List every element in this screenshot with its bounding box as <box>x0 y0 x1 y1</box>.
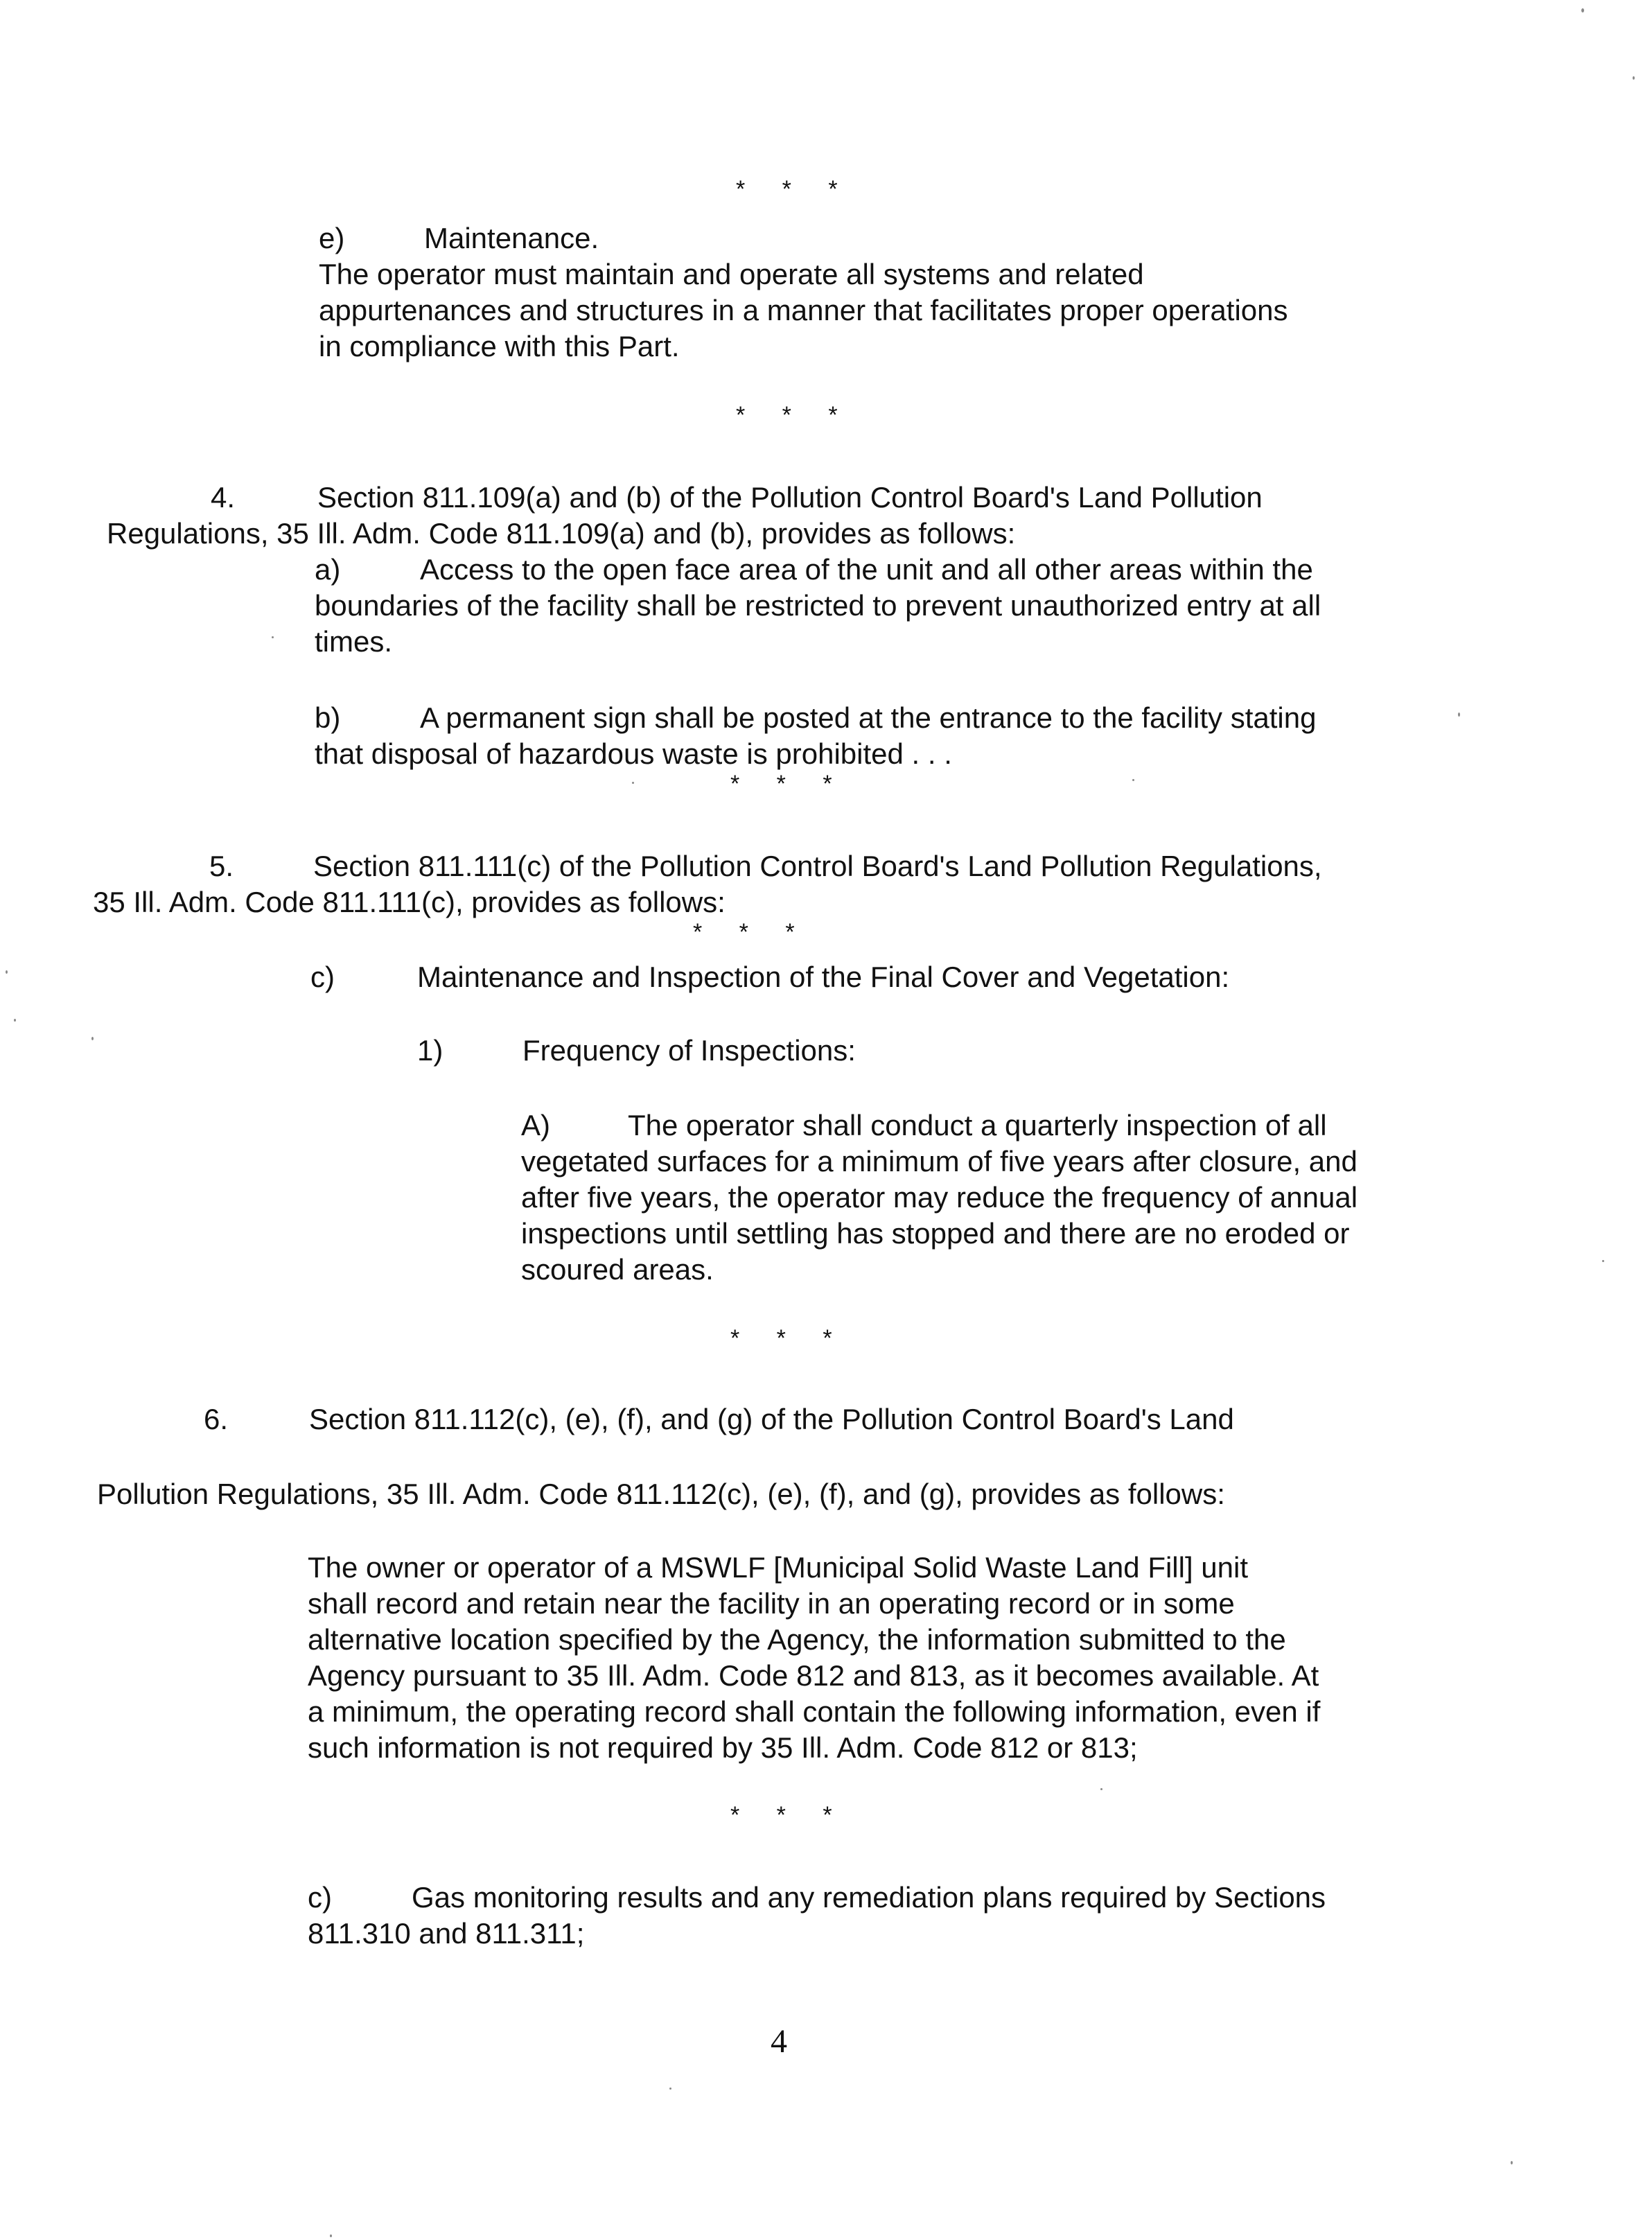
item-6-para-line-5: a minimum, the operating record shall contain the following information, even if <box>308 1695 1321 1728</box>
scan-speck <box>6 970 8 974</box>
item-6-c-line-1: Gas monitoring results and any remediation plans required by Sections <box>412 1881 1326 1914</box>
scan-speck <box>1602 1260 1604 1262</box>
item-6-line-2: Pollution Regulations, 35 Ill. Adm. Code 811.112(c), (e), (f), and (g), provides as follows: <box>97 1478 1225 1510</box>
maintenance-line-2: appurtenances and structures in a manner that facilitates proper operations <box>319 294 1288 326</box>
item-6-para-line-3: alternative location specified by the Agency, the information submitted to the <box>308 1623 1286 1656</box>
scan-speck <box>1132 779 1134 781</box>
item-4-a-marker: a) <box>315 553 341 586</box>
scan-speck <box>632 782 634 784</box>
item-5-A-line-5: scoured areas. <box>521 1253 714 1286</box>
item-6-para-line-2: shall record and retain near the facility in an operating record or in some <box>308 1587 1235 1620</box>
section-break-stars: * * * <box>730 1802 847 1828</box>
item-4-b-line-1: A permanent sign shall be posted at the entrance to the facility stating <box>420 701 1317 734</box>
item-5-A-marker: A) <box>521 1109 550 1141</box>
item-6-c-marker: c) <box>308 1881 332 1914</box>
item-5-A-line-4: inspections until settling has stopped and there are no eroded or <box>521 1217 1350 1250</box>
section-break-stars: * * * <box>730 1325 847 1351</box>
item-4-line-2: Regulations, 35 Ill. Adm. Code 811.109(a) and (b), provides as follows: <box>107 517 1016 550</box>
maintenance-heading: Maintenance. <box>424 222 599 254</box>
item-5-c-marker: c) <box>310 961 335 993</box>
page-number: 4 <box>771 2023 787 2060</box>
maintenance-marker: e) <box>319 222 345 254</box>
item-5-c-text: Maintenance and Inspection of the Final Cover and Vegetation: <box>417 961 1230 993</box>
item-5-line-2: 35 Ill. Adm. Code 811.111(c), provides as follows: <box>93 886 726 918</box>
scan-speck <box>91 1037 94 1040</box>
scan-speck <box>1633 76 1635 80</box>
item-4-a-line-3: times. <box>315 625 393 658</box>
maintenance-line-1: The operator must maintain and operate all systems and related <box>319 258 1144 290</box>
item-6-para-line-6: such information is not required by 35 Ill. Adm. Code 812 or 813; <box>308 1731 1138 1764</box>
item-5-number: 5. <box>209 850 234 882</box>
section-break-stars: * * * <box>730 771 847 797</box>
item-5-line-1: Section 811.111(c) of the Pollution Control Board's Land Pollution Regulations, <box>313 850 1322 882</box>
item-4-b-marker: b) <box>315 701 341 734</box>
section-break-stars: * * * <box>736 176 853 202</box>
scan-speck <box>1458 712 1460 717</box>
item-4-b-line-2: that disposal of hazardous waste is prohibited . . . <box>315 737 952 770</box>
scan-speck <box>1581 8 1584 12</box>
item-4-a-line-1: Access to the open face area of the unit and all other areas within the <box>420 553 1313 586</box>
item-4-number: 4. <box>211 481 236 514</box>
item-6-line-1: Section 811.112(c), (e), (f), and (g) of the Pollution Control Board's Land <box>309 1403 1234 1435</box>
item-5-1-text: Frequency of Inspections: <box>522 1034 856 1067</box>
scan-speck <box>14 1019 16 1022</box>
item-6-c-line-2: 811.310 and 811.311; <box>308 1917 585 1950</box>
item-5-1-marker: 1) <box>417 1034 443 1067</box>
item-4-line-1: Section 811.109(a) and (b) of the Pollution Control Board's Land Pollution <box>317 481 1263 514</box>
item-5-A-line-3: after five years, the operator may reduce the frequency of annual <box>521 1181 1358 1214</box>
item-6-para-line-4: Agency pursuant to 35 Ill. Adm. Code 812 and 813, as it becomes available. At <box>308 1659 1319 1692</box>
section-break-stars: * * * <box>693 919 810 945</box>
item-4-a-line-2: boundaries of the facility shall be restricted to prevent unauthorized entry at all <box>315 589 1321 622</box>
item-6-number: 6. <box>204 1403 229 1435</box>
maintenance-line-3: in compliance with this Part. <box>319 330 680 362</box>
item-6-para-line-1: The owner or operator of a MSWLF [Municipal Solid Waste Land Fill] unit <box>308 1551 1249 1584</box>
item-5-A-line-2: vegetated surfaces for a minimum of five years after closure, and <box>521 1145 1357 1178</box>
scan-speck <box>1100 1788 1102 1790</box>
scan-speck <box>330 2234 332 2237</box>
scan-speck <box>669 2088 671 2090</box>
scan-speck <box>272 636 274 638</box>
item-5-A-line-1: The operator shall conduct a quarterly inspection of all <box>628 1109 1327 1141</box>
section-break-stars: * * * <box>736 402 853 428</box>
scan-speck <box>1511 2161 1513 2164</box>
